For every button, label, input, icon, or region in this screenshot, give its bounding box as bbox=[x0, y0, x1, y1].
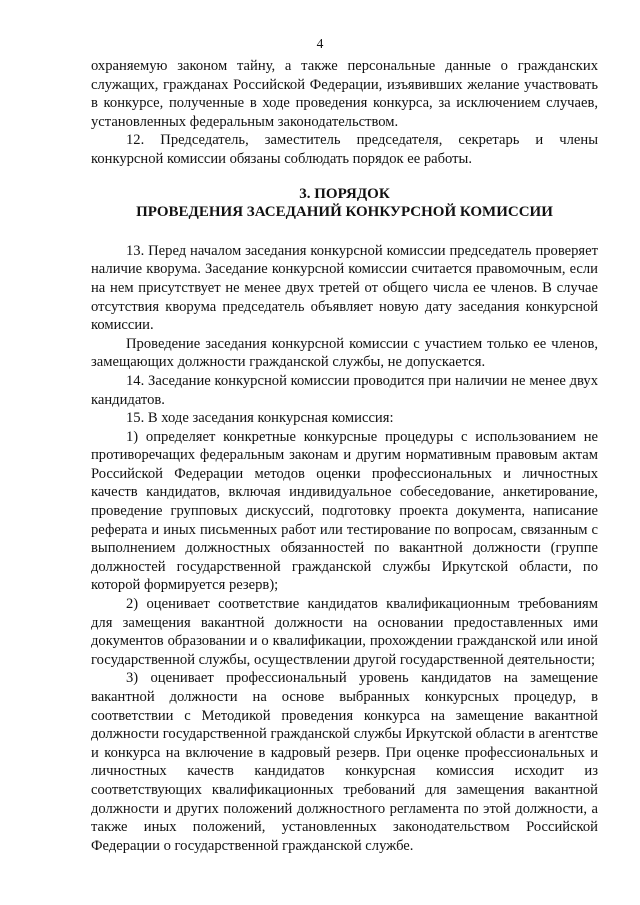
section-heading-title: ПРОВЕДЕНИЯ ЗАСЕДАНИЙ КОНКУРСНОЙ КОМИССИИ bbox=[136, 204, 553, 221]
paragraph-item-14: 14. Заседание конкурсной комиссии проводится при наличии не менее двух кандидатов. bbox=[91, 372, 598, 408]
document-body bbox=[91, 57, 598, 855]
paragraph-item-15: 15. В ходе заседания конкурсная комиссия: bbox=[126, 410, 394, 427]
paragraph-subitem-1: 1) определяет конкретные конкурсные процедуры с использованием не противоречащих федеральным законам и другим нормативным правовым актам Российской Федерации методов оценки профессиональных и личностных качеств кандидатов, включая индивидуальное собеседование, анкетирование, проведение групповых дискуссий, подготовку проекта документа, написание реферата и иных письменных работ или тестирование по вопросам, связанным с выполнением должностных обязанностей по вакантной должности (группе должностей государственной гражданской службы Иркутской области, по которой формируется резерв); bbox=[91, 428, 598, 594]
paragraph-subitem-3: 3) оценивает профессиональный уровень кандидатов на замещение вакантной должности на основе выбранных конкурсных процедур, в соответствии с Методикой проведения конкурса на замещение вакантной должности государственной гражданской службы Иркутской области в агентстве и конкурса на включение в кадровый резерв. При оценке профессиональных и личностных качеств кандидатов конкурсная комиссия исходит из соответствующих квалификационных требований для замещения вакантной должности и других положений должностного регламента по этой должности, а также иных положений, установленных законодательством Российской Федерации о государственной гражданской службе. bbox=[91, 670, 598, 854]
section-heading-number: 3. ПОРЯДОК bbox=[299, 185, 390, 202]
page-number: 4 bbox=[316, 36, 324, 51]
paragraph-item-13: 13. Перед началом заседания конкурсной комиссии председатель проверяет наличие кворума. Заседание конкурсной комиссии считается правомочным, если на нем присутствует не менее двух третей от общего числа ее членов. В случае отсутствия кворума председатель объявляет новую дату заседания конкурсной комиссии. bbox=[91, 242, 598, 334]
paragraph-item-12: 12. Председатель, заместитель председателя, секретарь и члены конкурсной комиссии обязаны соблюдать порядок ее работы. bbox=[91, 132, 598, 167]
paragraph-confidentiality-continued: охраняемую законом тайну, а также персональные данные о гражданских служащих, гражданах Российской Федерации, изъявивших желание участвовать в конкурсе, полученные в ходе проведения конкурса, за исключением случаев, установленных федеральным законодательством. bbox=[91, 58, 598, 130]
paragraph-subitem-2: 2) оценивает соответствие кандидатов квалификационным требованиям для замещения вакантной должности на основании предоставленных ими документов образовании и о квалификации, прохождении гражданской или иной государственной службы, осуществлении другой государственной деятельности; bbox=[91, 596, 598, 668]
paragraph-quorum-members: Проведение заседания конкурсной комиссии с участием только ее членов, замещающих должности гражданской службы, не допускается. bbox=[91, 335, 598, 371]
section-heading bbox=[91, 185, 598, 222]
